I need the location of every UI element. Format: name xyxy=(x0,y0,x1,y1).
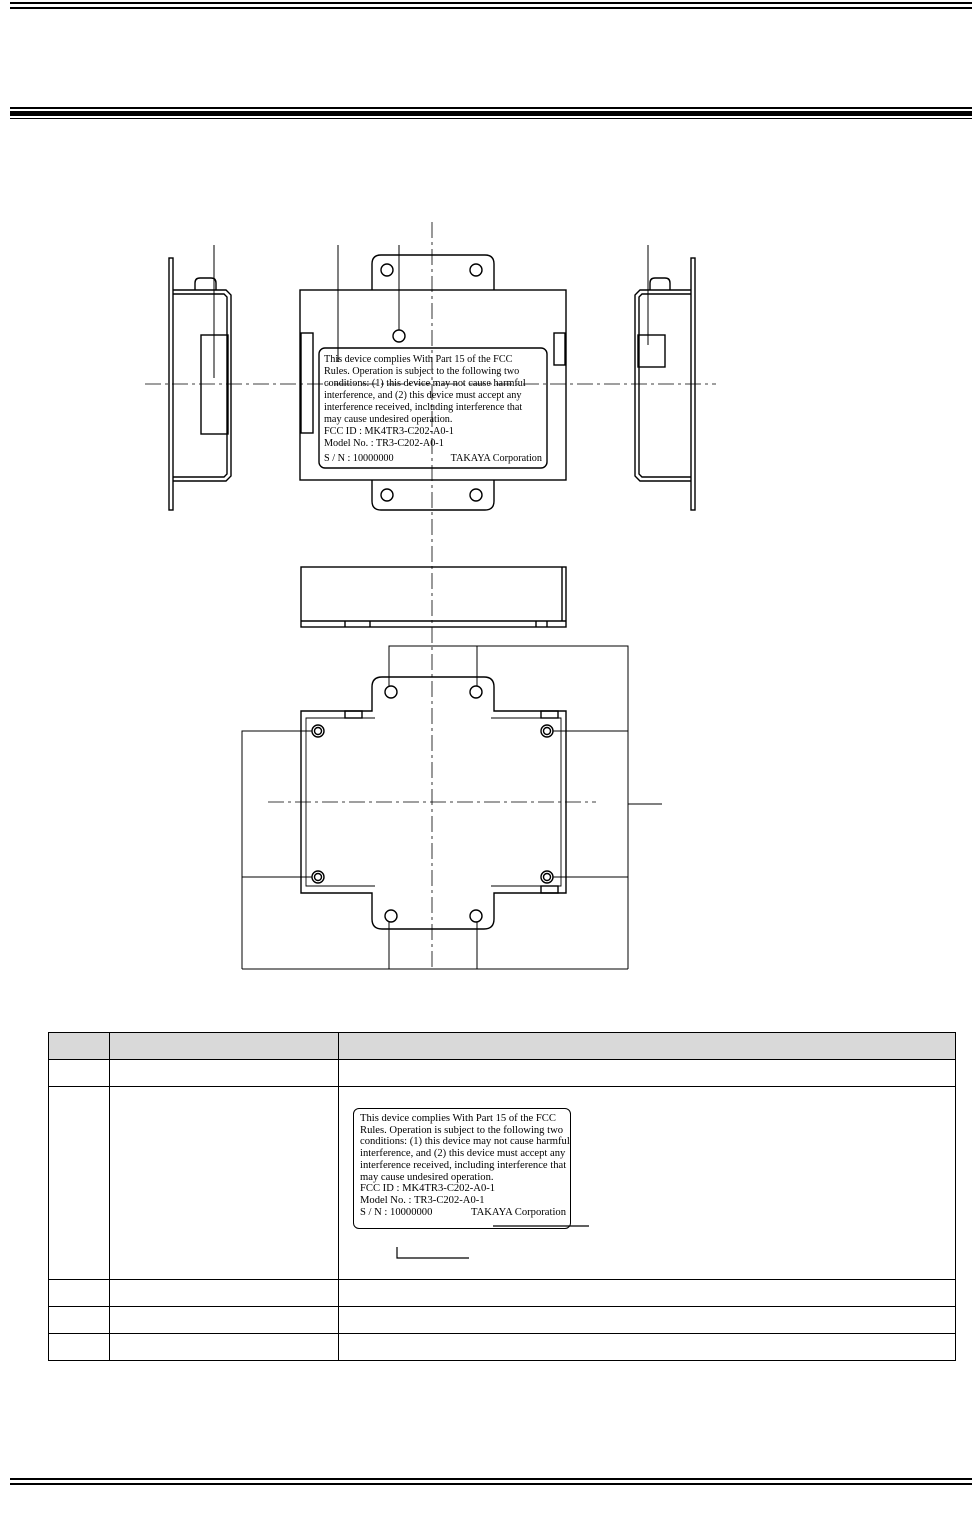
label-line-6: may cause undesired operation. xyxy=(360,1171,494,1183)
label-fcc-id: FCC ID : MK4TR3-C202-A0-1 xyxy=(360,1183,496,1195)
top-label-line-8: Model No. : TR3-C202-A0-1 xyxy=(324,438,444,449)
row-item xyxy=(110,1060,339,1087)
row-no xyxy=(49,1334,110,1361)
row-description xyxy=(339,1307,956,1334)
row-item xyxy=(110,1307,339,1334)
top-label-line-3: conditions: (1) this device may not cause harmful xyxy=(324,378,526,389)
header-rule-top-second xyxy=(10,7,972,9)
header-no xyxy=(49,1033,110,1060)
right-side-view xyxy=(635,245,695,510)
table-row xyxy=(49,1280,956,1307)
row-item xyxy=(110,1087,339,1280)
top-view-label-text xyxy=(324,354,542,464)
top-label-line-1: This device complies With Part 15 of the FCC xyxy=(324,354,513,365)
top-label-line-4: interference, and (2) this device must accept any xyxy=(324,390,522,401)
header-item xyxy=(110,1033,339,1060)
row-label-cell xyxy=(339,1087,956,1280)
header-rule-top xyxy=(10,2,972,4)
top-label-line-2: Rules. Operation is subject to the following two xyxy=(324,366,520,377)
row-no xyxy=(49,1280,110,1307)
row-description xyxy=(339,1280,956,1307)
table-row xyxy=(49,1060,956,1087)
table-row xyxy=(49,1334,956,1361)
header-rule-hair xyxy=(10,118,972,119)
label-line-4: interference, and (2) this device must accept any xyxy=(360,1148,566,1160)
row-no xyxy=(49,1307,110,1334)
label-company: TAKAYA Corporation xyxy=(471,1206,566,1218)
label-line-2: Rules. Operation is subject to the following two xyxy=(360,1124,564,1136)
label-line-5: interference received, including interference that xyxy=(360,1159,567,1171)
top-label-company: TAKAYA Corporation xyxy=(450,453,542,464)
top-label-line-7: FCC ID : MK4TR3-C202-A0-1 xyxy=(324,426,454,437)
table-header-row xyxy=(49,1033,956,1060)
spec-table xyxy=(48,1032,956,1361)
top-label-serial: S / N : 10000000 xyxy=(324,453,394,464)
device-drawing xyxy=(0,200,976,990)
label-leader-lines xyxy=(339,1108,599,1268)
label-serial: S / N : 10000000 xyxy=(360,1206,433,1218)
label-callout xyxy=(339,1108,955,1229)
row-item xyxy=(110,1334,339,1361)
label-line-3: conditions: (1) this device may not cause harmful xyxy=(360,1136,570,1148)
table-row xyxy=(49,1307,956,1334)
row-no xyxy=(49,1060,110,1087)
header-rule-heavy xyxy=(10,111,972,116)
footer-rule-bottom xyxy=(10,1483,972,1485)
top-label-line-6: may cause undesired operation. xyxy=(324,414,453,425)
bottom-view xyxy=(242,646,662,969)
header-description xyxy=(339,1033,956,1060)
row-description xyxy=(339,1334,956,1361)
footer-rule-top xyxy=(10,1478,972,1480)
label-model-no: Model No. : TR3-C202-A0-1 xyxy=(360,1194,485,1206)
label-line-1: This device complies With Part 15 of the FCC xyxy=(360,1113,556,1124)
top-label-line-5: interference received, including interference that xyxy=(324,402,523,413)
left-side-view xyxy=(169,245,231,510)
front-view xyxy=(301,567,566,627)
header-rule-thin xyxy=(10,107,972,109)
row-no xyxy=(49,1087,110,1280)
table-row xyxy=(49,1087,956,1280)
row-item xyxy=(110,1280,339,1307)
row-description xyxy=(339,1060,956,1087)
